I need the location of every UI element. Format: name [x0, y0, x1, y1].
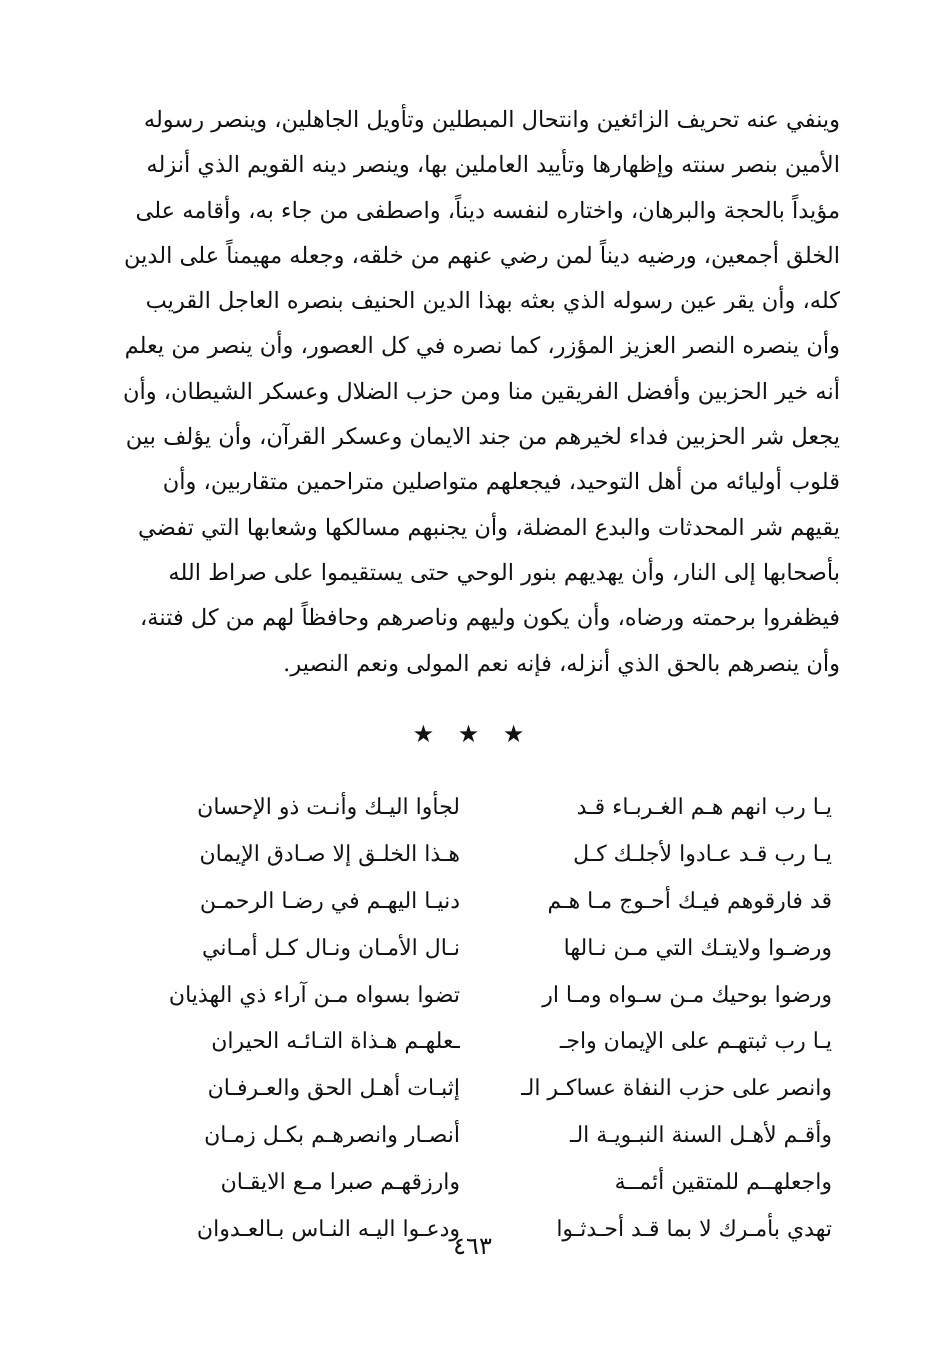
- verse-second-half: تضوا بسواه مـن آراء ذي الهذيان: [168, 982, 460, 1008]
- page-number: ٤٦٣: [453, 1232, 492, 1260]
- verse-first-half: ورضوا بوحيك مـن سـواه ومـا ار: [542, 982, 832, 1008]
- verse-second-half: وارزقهـم صبرا مـع الايقـان: [220, 1170, 460, 1196]
- prose-line: وأن ينصره النصر العزيز المؤزر، كما نصره في كل العصور، وأن ينصر من يعلم: [124, 333, 840, 360]
- verse-second-half: أنصـار وانصرهـم بكـل زمـان: [204, 1123, 460, 1149]
- verse-first-half: يـا رب ثبتهـم على الإيمان واجـ: [559, 1029, 832, 1055]
- verse-first-half: يـا رب انهم هـم الغـربـاء قـد: [576, 795, 832, 820]
- verse-first-half: ورضـوا ولايتـك التي مـن نـالها: [563, 935, 832, 961]
- prose-line: أنه خير الحزبين وأفضل الفريقين منا ومن حزب الضلال وعسكر الشيطان، وأن: [122, 378, 840, 405]
- prose-line: يقيهم شر المحدثات والبدع المضلة، وأن يجنبهم مسالكها وشعابها التي تفضي: [137, 514, 840, 541]
- verse-second-half: نـال الأمـان ونـال كـل أمـاني: [202, 935, 460, 961]
- prose-line: يجعل شر الحزبين فداء لخيرهم من جند الايمان وعسكر القرآن، وأن يؤلف بين: [125, 424, 840, 451]
- poem-left-hemistichs: [120, 785, 460, 1254]
- prose-line: الأمين بنصر سنته وإظهارها وتأييد العاملين بها، وينصر دينه القويم الذي أنزله: [146, 152, 840, 179]
- prose-paragraph: [122, 98, 840, 687]
- verse-first-half: يـا رب قـد عـادوا لأجلـك كـل: [573, 841, 832, 867]
- section-separator: ★ ★ ★: [412, 720, 533, 748]
- verse-second-half: هـذا الخلـق إلا صـادق الإيمان: [199, 841, 460, 867]
- prose-line: فيظفروا برحمته ورضاه، وأن يكون وليهم وناصرهم وحافظاً لهم من كل فتنة،: [140, 605, 840, 632]
- prose-line: الخلق أجمعين، ورضيه ديناً لمن رضي عنهم من خلقه، وجعله مهيمناً على الدين: [124, 242, 840, 269]
- prose-line: قلوب أوليائه من أهل التوحيد، فيجعلهم متواصلين متراحمين متقاربين، وأن: [162, 469, 840, 496]
- verse-first-half: وانصر على حزب النفاة عساكـر الـ: [521, 1076, 832, 1102]
- verse-first-half: قد فارقوهم فيـك أحـوج مـا هـم: [547, 888, 832, 914]
- verse-second-half: دنيـا اليهـم في رضـا الرحمـن: [199, 888, 460, 914]
- verse-first-half: وأقـم لأهـل السنة النبـويـة الـ: [570, 1123, 832, 1149]
- verse-second-half: لجأوا اليـك وأنـت ذو الإحسان: [197, 795, 460, 820]
- prose-line: وينفي عنه تحريف الزائغين وانتحال المبطلين وتأويل الجاهلين، وينصر رسوله: [143, 107, 840, 133]
- prose-line: وأن ينصرهم بالحق الذي أنزله، فإنه نعم المولى ونعم النصير.: [283, 650, 840, 677]
- poem-right-hemistichs: [492, 785, 832, 1254]
- verse-first-half: واجعلهــم للمتقين أئمــة: [614, 1170, 832, 1196]
- verse-first-half: تهدي بأمـرك لا بما قـد أحـدثـوا: [556, 1217, 832, 1243]
- prose-line: مؤيداً بالحجة والبرهان، واختاره لنفسه ديناً، واصطفى من جاء به، وأقامه على: [135, 197, 840, 224]
- prose-line: بأصحابها إلى النار، وأن يهديهم بنور الوحي حتى يستقيموا على صراط الله: [168, 559, 840, 586]
- verse-second-half: ـعلهـم هـذاة التـائـه الحيران: [211, 1029, 460, 1055]
- verse-second-half: ودعـوا اليـه النـاس بـالعـدوان: [196, 1217, 460, 1243]
- verse-second-half: إثبـات أهـل الحق والعـرفـان: [207, 1076, 460, 1102]
- prose-line: كله، وأن يقر عين رسوله الذي بعثه بهذا الدين الحنيف بنصره العاجل القريب: [145, 288, 840, 315]
